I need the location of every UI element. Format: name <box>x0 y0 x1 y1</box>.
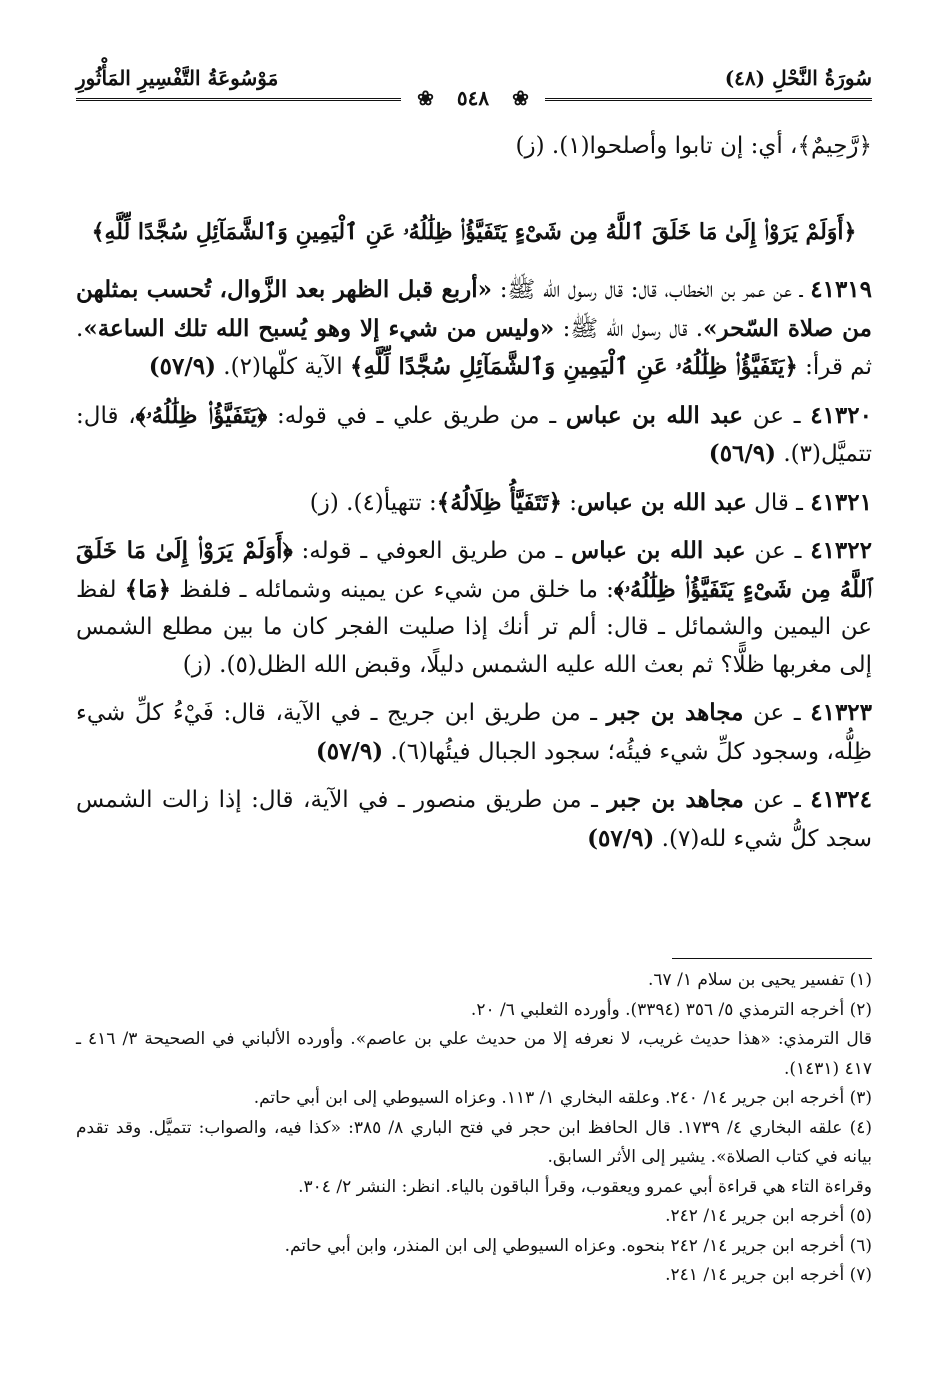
page-number-wrap <box>401 86 545 110</box>
main-text <box>76 128 872 858</box>
hadith-intro: ـ من طريق علي ـ في قوله: <box>267 402 566 429</box>
hadith-intro: : <box>562 489 578 516</box>
hadith-end: ، قال: تتميَّل(٣). <box>76 402 872 467</box>
hadith-number: ٤١٣٢٣ <box>810 699 873 726</box>
hadith-text: «أربع قبل الظهر بعد الزَّوال، تُحسب بمثلهن من صلاة السّحر» <box>76 276 873 342</box>
opening-line: ﴿رَّحِيمٌ﴾، أي: إن تابوا وأصلحوا(١). (ز) <box>515 133 872 159</box>
hadith-number: ٤١٣٢٤ <box>810 786 873 813</box>
hadith-41319 <box>76 271 872 387</box>
hadith-41320 <box>76 397 872 474</box>
quran-quote: ﴿تَتَفَيَّأُ ظِلَالُهُ﴾ <box>436 488 562 516</box>
hadith-end: الآية كلّها(٢). <box>216 354 350 380</box>
volume-ref: (٥٦/٩) <box>708 440 777 467</box>
hadith-number: ٤١٣١٩ <box>810 276 873 303</box>
volume-ref: (٥٧/٩) <box>587 824 655 852</box>
footnote-rule <box>672 958 872 959</box>
narrator: عبد الله بن عباس <box>571 537 746 564</box>
footnote: (٣) أخرجه ابن جرير ١٤/ ٢٤٠. وعلقه البخاري ١/ ١١٣. وعزاه السيوطي إلى ابن أبي حاتم. <box>253 1088 872 1108</box>
verse-heading: ﴿أَوَلَمْ يَرَوْا۟ إِلَىٰ مَا خَلَقَ ٱللَّهُ مِن شَىْءٍ يَتَفَيَّؤُا۟ ظِلَٰلُهُۥ عَنِ ٱلْيَمِينِ وَٱلشَّمَآئِلِ سُجَّدًا لِّلَّهِ﴾ <box>91 218 857 245</box>
volume-ref: (٥٧/٩) <box>148 353 216 380</box>
quran-quote: ﴿يَتَفَيَّؤُا۟ ظِلَٰلُهُۥ عَنِ ٱلْيَمِينِ وَٱلشَّمَآئِلِ سُجَّدًا لِّلَّهِ﴾ <box>349 353 798 380</box>
footnote: (٧) أخرجه ابن جرير ١٤/ ٢٤١. <box>665 1265 872 1285</box>
hadith-end: لفظ عن اليمين والشمائل ـ قال: ألم تر أنك إذا صليت الفجر كان ما بين مطلع الشمس إلى مغربها ظلًّا؟ ثم بعث الله عليه الشمس دليلًا، وقبض الله الظل(٥). (ز) <box>76 576 872 678</box>
narrator: مجاهد بن جبر <box>606 699 744 726</box>
hadith-dash: ـ قال <box>746 489 811 516</box>
hadith-41322 <box>76 532 872 684</box>
ornament-right-icon: ❀ <box>504 86 537 110</box>
footnote: (٢) أخرجه الترمذي ٥/ ٣٥٦ (٣٣٩٤). وأورده الثعلبي ٦/ ٢٠. <box>470 999 872 1020</box>
hadith-mid: . ثم قرأ: <box>76 315 872 380</box>
hadith-dash: ـ عن <box>743 787 811 813</box>
quran-quote: ﴿أَوَلَمْ يَرَوْا۟ إِلَىٰ مَا خَلَقَ ٱللَّهُ مِن شَىْءٍ يَتَفَيَّؤُا۟ ظِلَٰلُهُۥ﴾ <box>76 537 872 603</box>
hadith-end: : تتهيأ(٤). (ز) <box>309 489 437 516</box>
footnote: (١) تفسير يحيى بن سلام ١/ ٦٧. <box>648 970 872 990</box>
hadith-41324 <box>76 781 872 858</box>
hadith-mid: . قال رسول الله ﷺ: <box>554 315 704 342</box>
hadith-dash: ـ عن <box>743 700 811 726</box>
hadith-number: ٤١٣٢٢ <box>810 537 872 564</box>
footnote: (٦) أخرجه ابن جرير ١٤/ ٢٤٢ بنحوه. وعزاه السيوطي إلى ابن المنذر، وابن أبي حاتم. <box>284 1235 872 1256</box>
hadith-41321 <box>76 484 872 523</box>
hadith-mid: : ما خلق من شيء عن يمينه وشمائله ـ فلفظ <box>171 576 614 603</box>
hadith-number: ٤١٣٢٠ <box>810 401 872 429</box>
hadith-dash: ـ عن <box>742 402 811 429</box>
narrator: مجاهد بن جبر <box>607 786 744 813</box>
quran-quote: ﴿يَتَفَيَّؤُا۟ ظِلَٰلُهُۥ﴾ <box>135 401 268 429</box>
hadith-intro: ـ من طريق العوفي ـ قوله: <box>292 538 572 564</box>
hadith-number: ٤١٣٢١ <box>810 488 872 516</box>
footnote: (٤) علقه البخاري ٤/ ١٧٣٩. قال الحافظ ابن حجر في فتح الباري ٨/ ٣٨٥: «كذا فيه، والصواب: تتميَّل. وقد تقدم بيانه في كتاب الصلاة». يشير إلى الأثر السابق. <box>76 1117 873 1167</box>
footnote: قال الترمذي: «هذا حديث غريب، لا نعرفه إلا من حديث علي بن عاصم». وأورده الألباني في الصحيحة ٣/ ٤١٦ ـ ٤١٧ (١٤٣١). <box>76 1029 872 1079</box>
volume-ref: (٥٧/٩) <box>315 737 384 765</box>
footnotes <box>76 966 872 1291</box>
hadith-intro: ـ من طريق ابن جريج ـ في الآية، قال: فَيْءُ كلِّ شيء ظِلُّه، وسجود كلِّ شيء فيئُه؛ سجود الجبال فيئُها(٦). <box>76 700 872 765</box>
footnote: وقراءة التاء هي قراءة أبي عمرو ويعقوب، وقرأ الباقون بالياء. انظر: النشر ٢/ ٣٠٤. <box>298 1176 872 1197</box>
quran-quote: ﴿مَا﴾ <box>124 575 172 603</box>
page-number-bar <box>0 86 946 110</box>
narrator: عبد الله بن عباس <box>565 401 743 429</box>
ornament-left-icon: ❀ <box>409 86 442 110</box>
hadith-text: «وليس من شيء إلا وهو يُسبح الله تلك الساعة» <box>83 314 555 342</box>
hadith-intro: ـ عن عمر بن الخطاب، قال: قال رسول الله ﷺ: <box>491 277 811 303</box>
hadith-41323 <box>76 694 872 771</box>
narrator: عبد الله بن عباس <box>577 488 747 516</box>
hadith-dash: ـ عن <box>745 538 811 564</box>
footnote: (٥) أخرجه ابن جرير ١٤/ ٢٤٢. <box>665 1206 872 1226</box>
surah-title: سُورَةُ النَّحْلِ (٤٨) <box>724 66 872 90</box>
hadith-intro: ـ من طريق منصور ـ في الآية، قال: إذا زالت الشمس سجد كلُّ شيء لله(٧). <box>76 787 872 852</box>
page-number: ٥٤٨ <box>449 86 497 110</box>
book-title: مَوْسُوعَةُ التَّفْسِيرِ المَأْثُورِ <box>76 66 279 90</box>
